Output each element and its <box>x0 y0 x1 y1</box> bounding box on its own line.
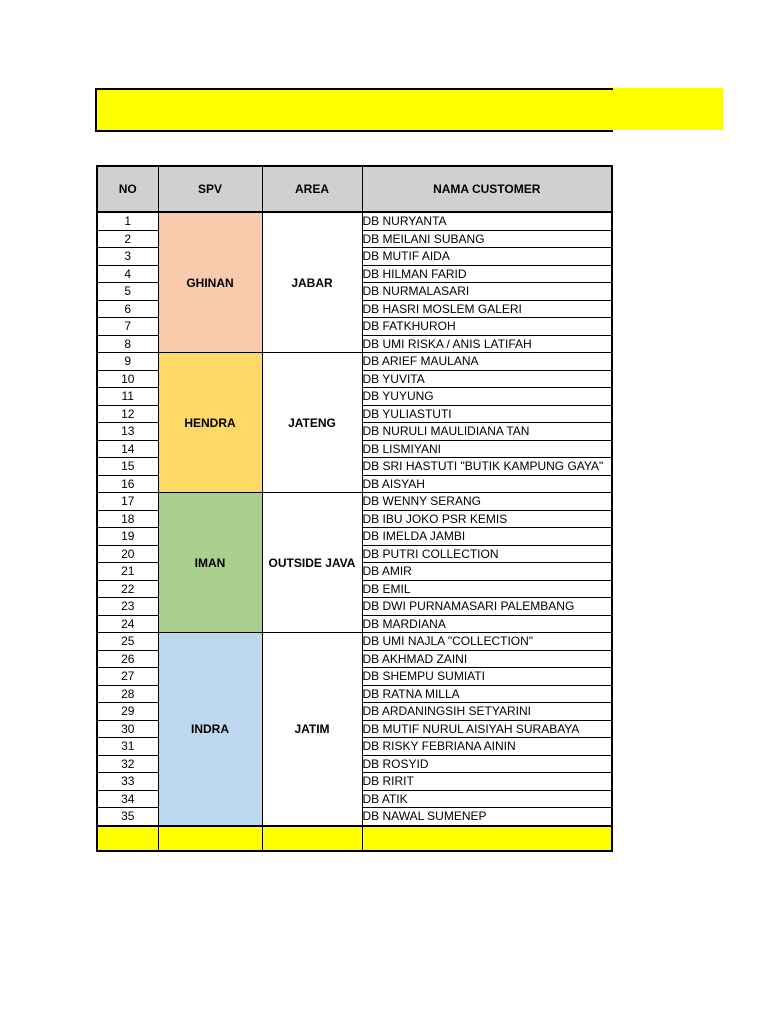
cell-no[interactable]: 34 <box>97 790 158 808</box>
cell-area[interactable]: JABAR <box>262 212 362 353</box>
cell-no[interactable]: 32 <box>97 755 158 773</box>
cell-no[interactable]: 4 <box>97 265 158 283</box>
title-cell[interactable] <box>95 88 613 132</box>
cell-customer[interactable]: DB SRI HASTUTI "BUTIK KAMPUNG GAYA" <box>362 458 612 476</box>
customer-table <box>96 165 613 852</box>
cell-customer[interactable]: DB FATKHUROH <box>362 318 612 336</box>
cell-customer[interactable]: DB SHEMPU SUMIATI <box>362 668 612 686</box>
table-row <box>97 353 612 371</box>
cell-customer[interactable]: DB LISMIYANI <box>362 440 612 458</box>
cell-no[interactable]: 35 <box>97 808 158 826</box>
cell-area[interactable]: JATIM <box>262 633 362 826</box>
cell-no[interactable]: 2 <box>97 230 158 248</box>
cell-customer[interactable]: DB MEILANI SUBANG <box>362 230 612 248</box>
cell-area[interactable]: JATENG <box>262 353 362 493</box>
cell-customer[interactable]: DB WENNY SERANG <box>362 493 612 511</box>
cell-customer[interactable]: DB NURMALASARI <box>362 283 612 301</box>
cell-area[interactable]: OUTSIDE JAVA <box>262 493 362 633</box>
cell-customer[interactable]: DB ARDANINGSIH SETYARINI <box>362 703 612 721</box>
cell-customer[interactable]: DB MUTIF AIDA <box>362 248 612 266</box>
cell-no[interactable]: 31 <box>97 738 158 756</box>
total-cell[interactable] <box>97 826 158 851</box>
cell-spv[interactable]: INDRA <box>158 633 262 826</box>
cell-customer[interactable]: DB HASRI MOSLEM GALERI <box>362 300 612 318</box>
cell-customer[interactable]: DB AMIR <box>362 563 612 581</box>
cell-no[interactable]: 29 <box>97 703 158 721</box>
cell-customer[interactable]: DB IBU JOKO PSR KEMIS <box>362 510 612 528</box>
cell-customer[interactable]: DB RISKY FEBRIANA AININ <box>362 738 612 756</box>
cell-customer[interactable]: DB ROSYID <box>362 755 612 773</box>
cell-no[interactable]: 23 <box>97 598 158 616</box>
cell-customer[interactable]: DB YUVITA <box>362 370 612 388</box>
cell-customer[interactable]: DB RIRIT <box>362 773 612 791</box>
cell-no[interactable]: 26 <box>97 650 158 668</box>
cell-spv[interactable]: IMAN <box>158 493 262 633</box>
cell-spv[interactable]: GHINAN <box>158 212 262 353</box>
cell-no[interactable]: 3 <box>97 248 158 266</box>
total-row <box>97 826 612 851</box>
cell-customer[interactable]: DB EMIL <box>362 580 612 598</box>
cell-customer[interactable]: DB MARDIANA <box>362 615 612 633</box>
table-row <box>97 212 612 230</box>
cell-spv[interactable]: HENDRA <box>158 353 262 493</box>
cell-no[interactable]: 19 <box>97 528 158 546</box>
header-area[interactable]: AREA <box>262 166 362 212</box>
cell-no[interactable]: 10 <box>97 370 158 388</box>
cell-no[interactable]: 11 <box>97 388 158 406</box>
cell-no[interactable]: 9 <box>97 353 158 371</box>
cell-customer[interactable]: DB NURULI MAULIDIANA TAN <box>362 423 612 441</box>
cell-no[interactable]: 17 <box>97 493 158 511</box>
table-body <box>97 212 612 851</box>
cell-no[interactable]: 16 <box>97 475 158 493</box>
cell-no[interactable]: 21 <box>97 563 158 581</box>
header-spv[interactable]: SPV <box>158 166 262 212</box>
cell-customer[interactable]: DB PUTRI COLLECTION <box>362 545 612 563</box>
cell-no[interactable]: 8 <box>97 335 158 353</box>
total-cell[interactable] <box>158 826 262 851</box>
cell-customer[interactable]: DB NAWAL SUMENEP <box>362 808 612 826</box>
cell-customer[interactable]: DB UMI NAJLA "COLLECTION" <box>362 633 612 651</box>
cell-customer[interactable]: DB ATIK <box>362 790 612 808</box>
cell-no[interactable]: 33 <box>97 773 158 791</box>
cell-no[interactable]: 5 <box>97 283 158 301</box>
cell-no[interactable]: 18 <box>97 510 158 528</box>
cell-no[interactable]: 20 <box>97 545 158 563</box>
cell-customer[interactable]: DB AISYAH <box>362 475 612 493</box>
cell-no[interactable]: 25 <box>97 633 158 651</box>
table-row <box>97 493 612 511</box>
cell-customer[interactable]: DB AKHMAD ZAINI <box>362 650 612 668</box>
cell-no[interactable]: 13 <box>97 423 158 441</box>
cell-customer[interactable]: DB NURYANTA <box>362 212 612 230</box>
cell-customer[interactable]: DB UMI RISKA / ANIS LATIFAH <box>362 335 612 353</box>
cell-no[interactable]: 1 <box>97 212 158 230</box>
cell-customer[interactable]: DB YUYUNG <box>362 388 612 406</box>
cell-no[interactable]: 22 <box>97 580 158 598</box>
cell-no[interactable]: 28 <box>97 685 158 703</box>
cell-no[interactable]: 14 <box>97 440 158 458</box>
cell-no[interactable]: 6 <box>97 300 158 318</box>
cell-no[interactable]: 12 <box>97 405 158 423</box>
total-cell[interactable] <box>362 826 612 851</box>
cell-customer[interactable]: DB IMELDA JAMBI <box>362 528 612 546</box>
cell-customer[interactable]: DB YULIASTUTI <box>362 405 612 423</box>
cell-no[interactable]: 7 <box>97 318 158 336</box>
header-row <box>97 166 612 212</box>
total-cell[interactable] <box>262 826 362 851</box>
cell-no[interactable]: 30 <box>97 720 158 738</box>
cell-customer[interactable]: DB HILMAN FARID <box>362 265 612 283</box>
cell-no[interactable]: 24 <box>97 615 158 633</box>
header-no[interactable]: NO <box>97 166 158 212</box>
cell-no[interactable]: 15 <box>97 458 158 476</box>
cell-customer[interactable]: DB RATNA MILLA <box>362 685 612 703</box>
header-customer[interactable]: NAMA CUSTOMER <box>362 166 612 212</box>
cell-no[interactable]: 27 <box>97 668 158 686</box>
cell-customer[interactable]: DB DWI PURNAMASARI PALEMBANG <box>362 598 612 616</box>
table-row <box>97 633 612 651</box>
cell-customer[interactable]: DB MUTIF NURUL AISIYAH SURABAYA <box>362 720 612 738</box>
cell-customer[interactable]: DB ARIEF MAULANA <box>362 353 612 371</box>
